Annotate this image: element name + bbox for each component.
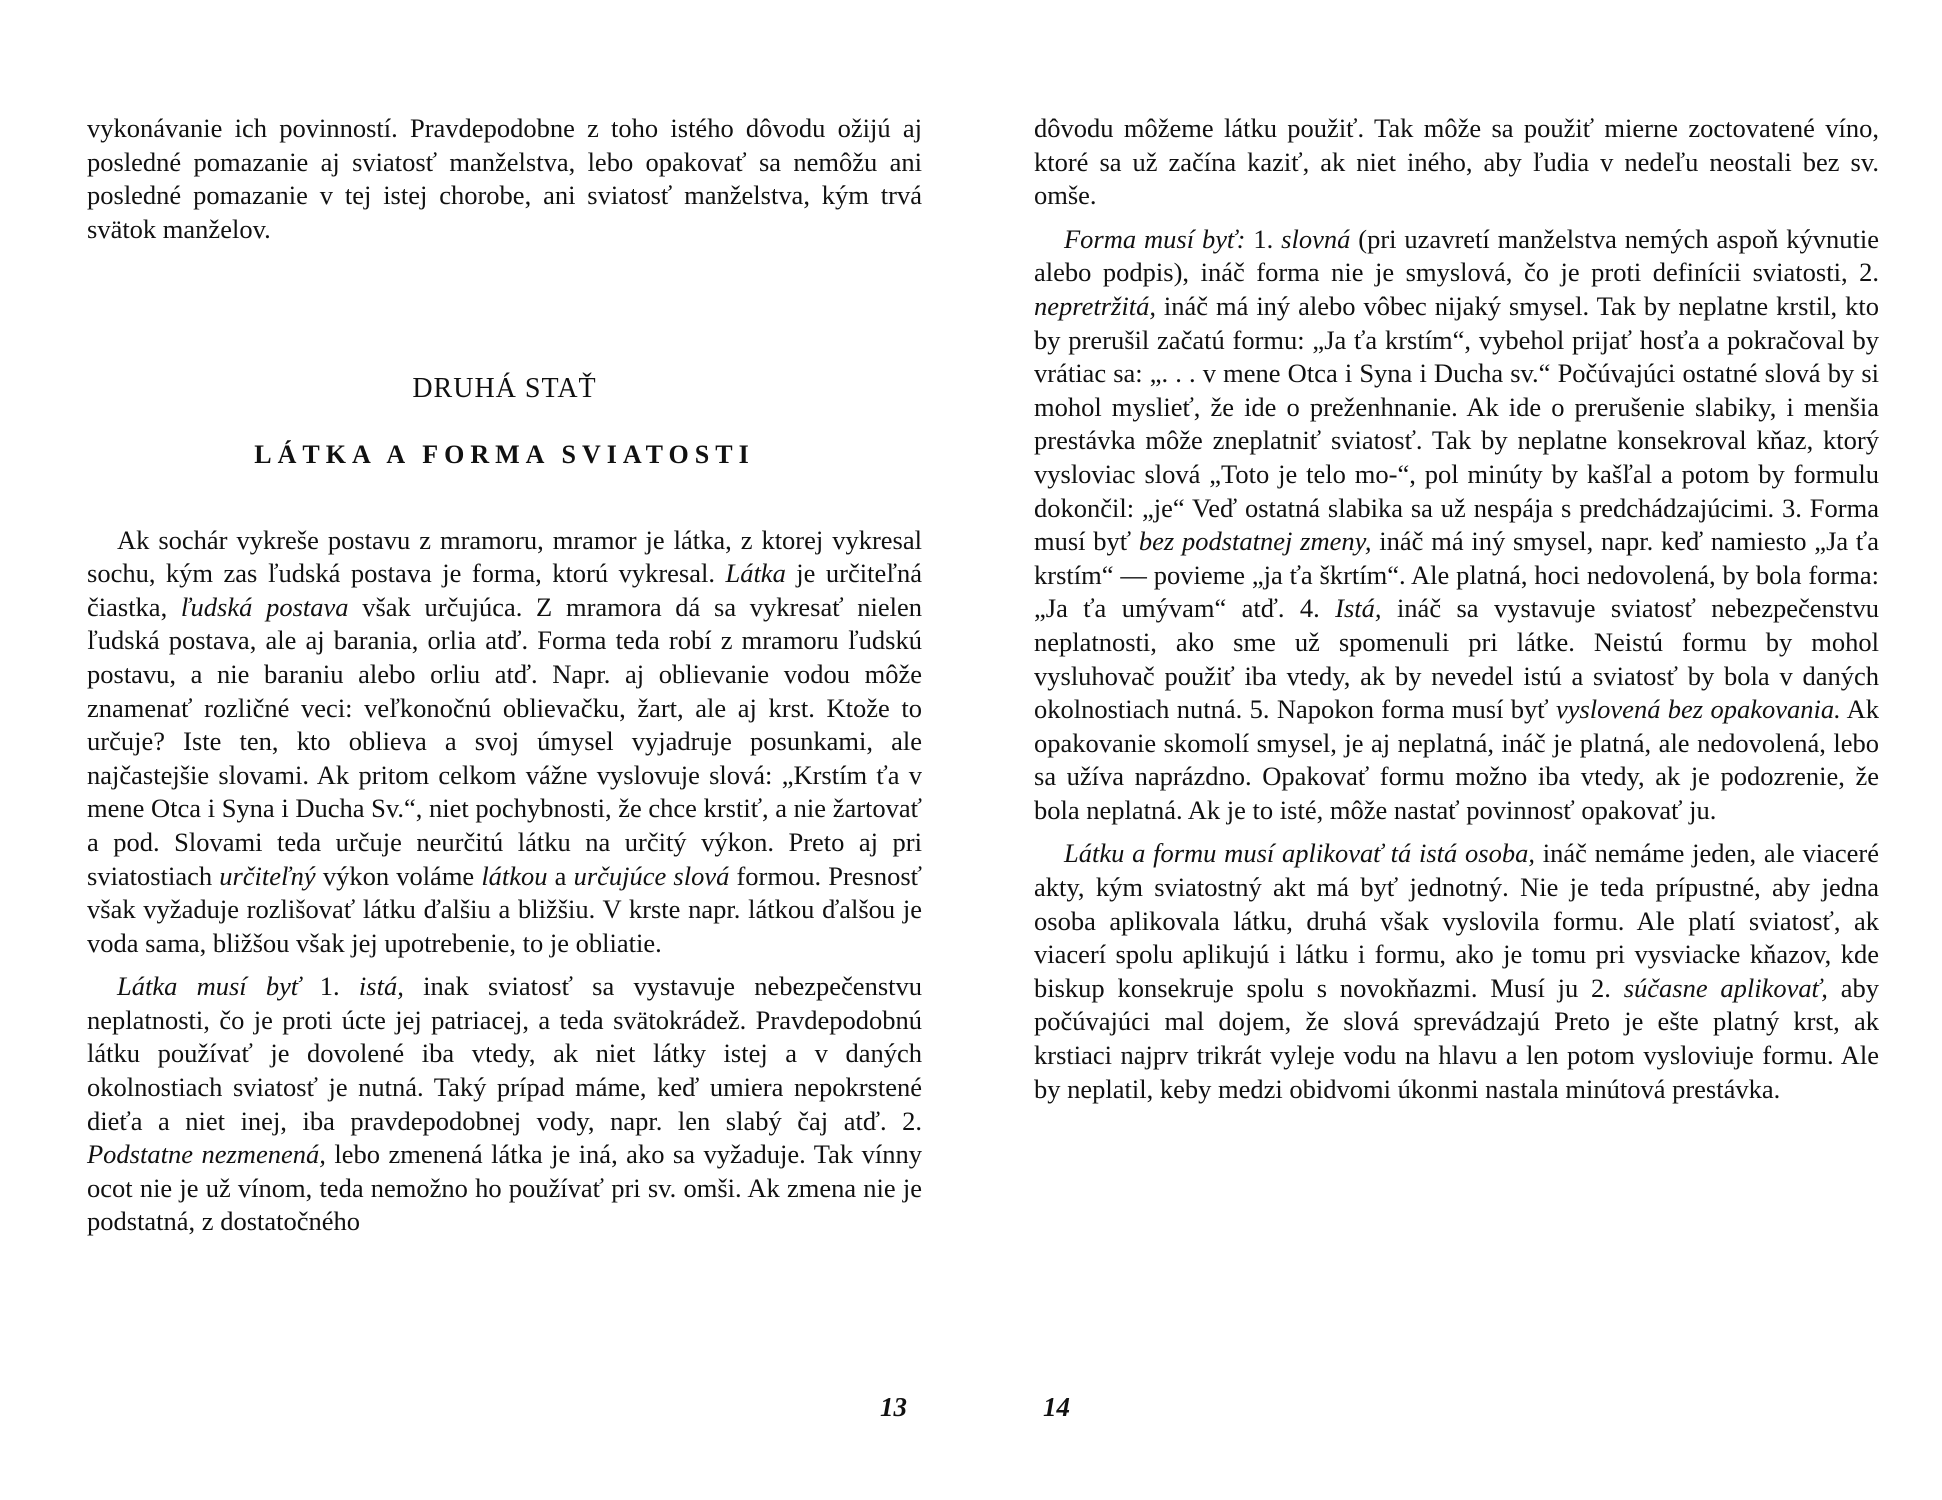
italic-run: nepretržitá,: [1034, 290, 1156, 321]
italic-run: určujúce slová: [573, 860, 730, 891]
text-run: však určujúca. Z mramora dá sa vykresať nielen ľudská postava, ale aj barania, orlia atď. Forma teda robí z mramoru ľudskú postavu, a nie baraniu alebo orliu atď. Napr. aj oblievanie vodou môže znamenať rozličné veci: veľkonočnú oblievačku, žart, ale aj krst. Ktože to určuje? Iste ten, kto oblieva a svoj úmysel vyjadruje posunkami, ale najčastejšie slovami. Ak pritom celkom vážne vyslovuje slová: „Krstím ťa v mene Otca i Syna i Ducha Sv.“, niet pochybnosti, že chce krstiť, a nie žartovať a pod. Slovami teda určuje neurčitú látku na určitý výkon. Preto aj pri sviatostiach: [87, 591, 922, 891]
text-run: a: [547, 860, 574, 891]
text-run: výkon voláme: [315, 860, 482, 891]
text-run: inak sviatosť sa vystavuje nebezpečenstvu neplatnosti, čo je proti úcte jej patriacej, a teda svätokrádež. Pravdepodobnú látku používať je dovolené iba vtedy, ak niet látky istej a v daných okolnostiach sviatosť je nutná. Taký prípad máme, keď umiera nepokrstené dieťa a niet inej, iba pravdepodobnej vody, napr. len slabý čaj atď. 2.: [87, 971, 922, 1136]
italic-run: slovná: [1281, 223, 1351, 254]
paragraph-forma-musi-byt: [1034, 223, 1879, 828]
italic-run: vyslovená bez opakovania.: [1555, 694, 1841, 725]
italic-run: súčasne aplikovať,: [1623, 972, 1828, 1003]
italic-run: ľudská postava: [180, 591, 349, 622]
text-run: Ak sochár vykreše postavu z mramoru, mramor je látka, z ktorej vykresal sochu, kým zas ľudská postava je forma, ktorú vykresal.: [87, 524, 922, 589]
italic-run: látkou: [481, 860, 548, 891]
chapter-title: LÁTKA A FORMA SVIATOSTI: [254, 439, 755, 469]
right-page: [971, 0, 1942, 1500]
text-run: aby počúvajúci mal dojem, že slová sprevádzajú Preto je ešte platný krst, ak krstiaci najprv trikrát vyleje vodu na hlavu a len potom vysloviuje formu. Ale by neplatil, keby medzi obidvomi úkonmi nastala minútová prestávka.: [1034, 972, 1879, 1104]
text-run: 1.: [300, 971, 359, 1002]
text-run: 1.: [1245, 223, 1282, 254]
paragraph-sculptor: [87, 524, 922, 961]
italic-run: Forma musí byť:: [1064, 223, 1246, 254]
italic-run: Látka musí byť: [117, 971, 301, 1002]
text-run: ináč nemáme jeden, ale viaceré akty, kým sviatostný akt má byť jednotný. Nie je teda prípustné, aby jedna osoba aplikovala látku, druhá však vyslovila formu. Ale platí sviatosť, ak viacerí spolu aplikujú i látku i formu, ako je tomu pri vysviacke kňazov, kde biskup konsekruje spolu s novokňazmi. Musí ju 2.: [1034, 838, 1879, 1003]
section-heading: DRUHÁ STAŤ: [412, 373, 597, 405]
italic-run: Podstatne nezmenená,: [87, 1139, 326, 1170]
text-run: formou. Presnosť však vyžaduje rozlišovať látku ďalšiu a bližšiu. V krste napr. látkou ďalšou je voda sama, bližšou však jej upotrebenie, to je obliatie.: [87, 860, 922, 958]
right-text-column: [1034, 112, 1879, 1106]
italic-run: Látka: [725, 558, 786, 589]
text-run: ináč má iný smysel, napr. keď namiesto „Ja ťa krstím“ — povieme „ja ťa škrtím“. Ale platná, hoci nedovolená, by bola forma: „Ja ťa umývam“ atď. 4.: [1034, 526, 1879, 624]
italic-run: Istá,: [1335, 593, 1382, 624]
italic-run: určiteľný: [219, 860, 316, 891]
italic-run: bez podstatnej zmeny,: [1138, 526, 1372, 557]
text-run: (pri uzavretí manželstva nemých aspoň kývnutie alebo podpis), ináč forma nie je smyslová, čo je proti definícii sviatosti, 2.: [1034, 223, 1880, 288]
text-run: ináč sa vystavuje sviatosť nebezpečenstvu neplatnosti, ako sme už spomenuli pri látke. Neistú formu by mohol vysluhovač použiť iba vtedy, ak by nevedel istú a sviatosť by bola v daných okolnostiach nutná. 5. Napokon forma musí byť: [1034, 593, 1879, 725]
right-paragraph-continuation: dôvodu môžeme látku použiť. Tak môže sa použiť mierne zoctovatené víno, ktoré sa už začína kaziť, ak niet iného, aby ľudia v nedeľu neostali bez sv. omše.: [1034, 113, 1879, 211]
paragraph-latka-musi-byt: [87, 970, 922, 1239]
text-run: lebo zmenená látka je iná, ako sa vyžaduje. Tak vínny ocot nie je už vínom, teda nemožno ho používať pri sv. omši. Ak zmena nie je podstatná, z dostatočného: [87, 1139, 922, 1237]
italic-run: Látku a formu musí aplikovať tá istá osoba,: [1064, 838, 1535, 869]
text-run: ináč má iný alebo vôbec nijaký smysel. Tak by neplatne krstil, kto by prerušil začatú formu: „Ja ťa krstím“, vybehol prijať hosťa a pokračoval by vrátiac sa: „. . . v mene Otca i Syna i Ducha sv.“ Počúvajúci ostatné slová by si mohol myslieť, že ide o preženhnanie. Ak ide o prerušenie slabiky, i menšia prestávka môže zneplatniť sviatosť. Tak by neplatne konsekroval kňaz, ktorý vysloviac slová „Toto je telo mo-“, pol minúty by kašľal a potom by formulu dokončil: „je“ Veď ostatná slabika sa už nespája s predchádzajúcimi. 3. Forma musí byť: [1034, 290, 1879, 557]
left-text-column: [87, 112, 922, 1239]
page-number-left: 13: [880, 1392, 907, 1422]
italic-run: istá,: [358, 971, 404, 1002]
text-run: je určiteľná čiastka,: [87, 558, 922, 622]
paragraph-ta-ista-osoba: [1034, 837, 1879, 1106]
text-run: Ak opakovanie skomolí smysel, je aj neplatná, ináč je platná, ale nedovolená, lebo sa užíva naprázdno. Opakovať formu možno iba vtedy, ak je podozrenie, že bola neplatná. Ak je to isté, môže nastať povinnosť opakovať ju.: [1034, 694, 1879, 825]
page-number-right: 14: [1043, 1392, 1070, 1422]
left-paragraph-continuation: vykonávanie ich povinností. Pravdepodobne z toho istého dôvodu ožijú aj posledné pomazanie aj sviatosť manželstva, lebo opakovať sa nemôžu ani posledné pomazanie v tej istej chorobe, ani sviatosť manželstva, kým trvá svätok manželov.: [87, 113, 922, 244]
